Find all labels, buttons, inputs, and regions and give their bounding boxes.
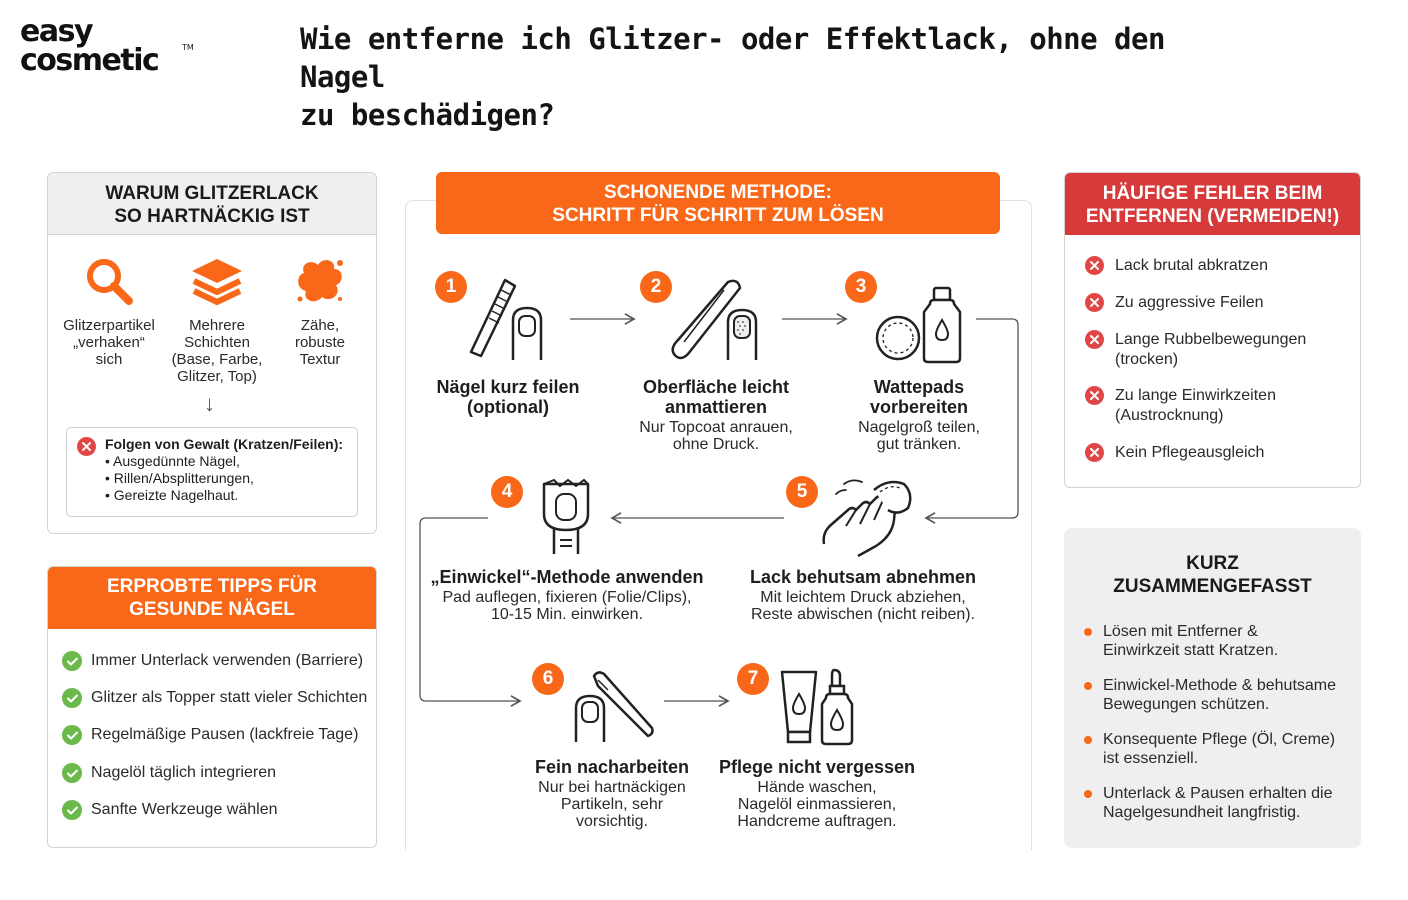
mistake-text: Zu lange Einwirkzeiten bbox=[1115, 387, 1276, 404]
step-title-line: Pflege nicht vergessen bbox=[718, 757, 916, 777]
summary-text: Bewegungen schützen. bbox=[1103, 696, 1270, 713]
method-title-line2: SCHRITT FÜR SCHRITT ZUM LÖSEN bbox=[552, 205, 884, 226]
mistake-text: Kein Pflegeausgleich bbox=[1115, 444, 1265, 461]
step-title-line: Fein nacharbeiten bbox=[534, 757, 690, 777]
step-desc-line: Hände waschen, bbox=[757, 779, 877, 796]
bullet-dot-icon bbox=[1084, 682, 1092, 690]
step-desc-line: Nagelgroß teilen, bbox=[858, 419, 980, 436]
tip-text: Sanfte Werkzeuge wählen bbox=[91, 801, 278, 818]
mistake-text: (Austrocknung) bbox=[1115, 407, 1224, 424]
step-title-line: Oberfläche leicht bbox=[642, 377, 790, 397]
page-title-line2: zu beschädigen? bbox=[300, 98, 555, 132]
care-products-icon bbox=[778, 668, 858, 746]
error-x-icon bbox=[1085, 443, 1104, 462]
bullet-dot-icon bbox=[1084, 790, 1092, 798]
summary-item bbox=[1084, 784, 1354, 822]
brand-trademark: TM bbox=[182, 43, 194, 52]
tip-text: Immer Unterlack verwenden (Barriere) bbox=[91, 652, 364, 669]
consequences-title: Folgen von Gewalt (Kratzen/Feilen): bbox=[105, 436, 344, 452]
summary-panel-title-line1: KURZ bbox=[1186, 553, 1239, 574]
why-panel-title-line2: SO HARTNÄCKIG IST bbox=[114, 206, 310, 227]
summary-text: Nagelgesundheit langfristig. bbox=[1103, 804, 1301, 821]
step-desc-line: Handcreme auftragen. bbox=[737, 813, 897, 830]
step-desc-line: Nur bei hartnäckigen bbox=[538, 779, 686, 796]
step-number-7: 7 bbox=[737, 663, 769, 695]
step-4-title bbox=[416, 567, 718, 587]
step-desc-line: Mit leichtem Druck abziehen, bbox=[760, 589, 966, 606]
tip-text: Regelmäßige Pausen (lackfreie Tage) bbox=[91, 726, 359, 743]
buffer-block-icon bbox=[670, 276, 762, 364]
step-desc-line: Pad auflegen, fixieren (Folie/Clips), bbox=[442, 589, 692, 606]
step-title-line: anmattieren bbox=[664, 397, 768, 417]
mistakes-panel-title-line1: HÄUFIGE FEHLER BEIM bbox=[1102, 183, 1323, 204]
reason-text-line: „verhaken“ bbox=[73, 334, 145, 351]
tip-text: Nagelöl täglich integrieren bbox=[91, 764, 276, 781]
step-7-description bbox=[712, 779, 922, 830]
mistakes-panel bbox=[1064, 172, 1361, 488]
step-number-2: 2 bbox=[640, 271, 672, 303]
error-x-icon bbox=[1085, 293, 1104, 312]
summary-text: Unterlack & Pausen erhalten die bbox=[1103, 785, 1333, 802]
why-panel-title-line1: WARUM GLITZERLACK bbox=[105, 183, 319, 204]
step-desc-line: Partikeln, sehr bbox=[560, 796, 664, 813]
step-desc-line: vorsichtig. bbox=[575, 813, 649, 830]
mistake-item bbox=[1085, 330, 1355, 370]
error-x-icon bbox=[1085, 330, 1104, 349]
page-title-line1: Wie entferne ich Glitzer- oder Effektlack, ohne den Nagel bbox=[300, 22, 1165, 94]
bullet-dot-icon bbox=[1084, 628, 1092, 636]
method-title-line1: SCHONENDE METHODE: bbox=[603, 182, 832, 203]
summary-text: Einwickel-Methode & behutsame bbox=[1103, 677, 1337, 694]
step-desc-line: ohne Druck. bbox=[672, 436, 760, 453]
summary-panel-title bbox=[1064, 552, 1361, 598]
down-arrow-icon: ↓ bbox=[204, 391, 215, 416]
step-6-description bbox=[512, 779, 712, 830]
step-number-5: 5 bbox=[786, 476, 818, 508]
nail-file-icon bbox=[465, 276, 547, 364]
consequence-item: • Rillen/Absplitterungen, bbox=[105, 470, 254, 486]
step-5-title bbox=[733, 567, 993, 587]
mistake-text: (trocken) bbox=[1115, 351, 1179, 368]
step-3-title bbox=[829, 377, 1009, 417]
mistakes-panel-title bbox=[1065, 173, 1360, 235]
hand-wipe-icon bbox=[818, 474, 916, 560]
mistake-item bbox=[1085, 293, 1355, 313]
reason-text-line: robuste bbox=[294, 334, 346, 351]
brand-logo-line1: easy bbox=[20, 14, 93, 49]
error-x-icon bbox=[1085, 256, 1104, 275]
step-title-line: (optional) bbox=[467, 397, 549, 417]
step-number-3: 3 bbox=[845, 271, 877, 303]
step-7-title bbox=[712, 757, 922, 777]
consequence-item: • Gereizte Nagelhaut. bbox=[105, 487, 239, 503]
step-6-title bbox=[512, 757, 712, 777]
summary-item bbox=[1084, 622, 1354, 660]
step-desc-line: 10-15 Min. einwirken. bbox=[490, 606, 644, 623]
reason-text-line: Textur bbox=[299, 351, 341, 368]
mistakes-panel-title-line2: ENTFERNEN (VERMEIDEN!) bbox=[1085, 206, 1340, 227]
step-2-title bbox=[616, 377, 816, 417]
reason-text-line: Zähe, bbox=[300, 317, 340, 334]
consequence-item: • Ausgedünnte Nägel, bbox=[105, 453, 240, 469]
mistake-text: Zu aggressive Feilen bbox=[1115, 294, 1264, 311]
mistake-item bbox=[1085, 386, 1355, 426]
error-x-icon bbox=[1085, 386, 1104, 405]
brand-logo-line2: cosmetic bbox=[20, 42, 159, 78]
summary-panel-title-line2: ZUSAMMENGEFASST bbox=[1113, 576, 1312, 597]
step-title-line: Wattepads bbox=[873, 377, 965, 397]
summary-panel bbox=[1064, 528, 1361, 848]
mistake-item bbox=[1085, 443, 1355, 463]
summary-item bbox=[1084, 676, 1354, 714]
reason-text-line: (Base, Farbe, bbox=[171, 351, 263, 368]
tips-panel-title-line2: GESUNDE NÄGEL bbox=[129, 599, 295, 620]
step-title-line: vorbereiten bbox=[869, 397, 969, 417]
step-number-1: 1 bbox=[435, 271, 467, 303]
step-number-4: 4 bbox=[491, 476, 523, 508]
bullet-dot-icon bbox=[1084, 736, 1092, 744]
step-3-description bbox=[829, 419, 1009, 453]
tip-text: Glitzer als Topper statt vieler Schichten bbox=[91, 689, 368, 706]
summary-text: ist essenziell. bbox=[1103, 750, 1199, 767]
step-2-description bbox=[616, 419, 816, 453]
reason-text-line: Glitzerpartikel bbox=[63, 317, 155, 334]
step-number-6: 6 bbox=[532, 663, 564, 695]
tips-panel-title-line1: ERPROBTE TIPPS FÜR bbox=[106, 576, 318, 597]
step-title-line: Lack behutsam abnehmen bbox=[749, 567, 977, 587]
reason-text-line: Glitzer, Top) bbox=[177, 368, 257, 385]
summary-text: Lösen mit Entferner & bbox=[1103, 623, 1258, 640]
step-desc-line: Nagelöl einmassieren, bbox=[737, 796, 897, 813]
step-desc-line: gut tränken. bbox=[876, 436, 962, 453]
mistake-text: Lange Rubbelbewegungen bbox=[1115, 331, 1307, 348]
step-1-title bbox=[418, 377, 598, 417]
mistake-text: Lack brutal abkratzen bbox=[1115, 257, 1268, 274]
reason-text-line: Mehrere bbox=[189, 317, 245, 334]
step-title-line: Nägel kurz feilen bbox=[436, 377, 580, 397]
mistake-item bbox=[1085, 256, 1355, 276]
cotton-pad-bottle-icon bbox=[874, 286, 966, 364]
fine-file-icon bbox=[572, 668, 656, 746]
step-title-line: „Einwickel“-Methode anwenden bbox=[430, 567, 704, 587]
summary-text: Konsequente Pflege (Öl, Creme) bbox=[1103, 731, 1336, 748]
summary-item bbox=[1084, 730, 1354, 768]
step-desc-line: Reste abwischen (nicht reiben). bbox=[750, 606, 976, 623]
reason-text-line: Schichten bbox=[184, 334, 250, 351]
wrapped-finger-icon bbox=[538, 478, 594, 556]
step-desc-line: Nur Topcoat anrauen, bbox=[639, 419, 793, 436]
summary-text: Einwirkzeit statt Kratzen. bbox=[1103, 642, 1279, 659]
step-4-description bbox=[416, 589, 718, 623]
step-5-description bbox=[733, 589, 993, 623]
reason-text-line: sich bbox=[95, 351, 123, 368]
